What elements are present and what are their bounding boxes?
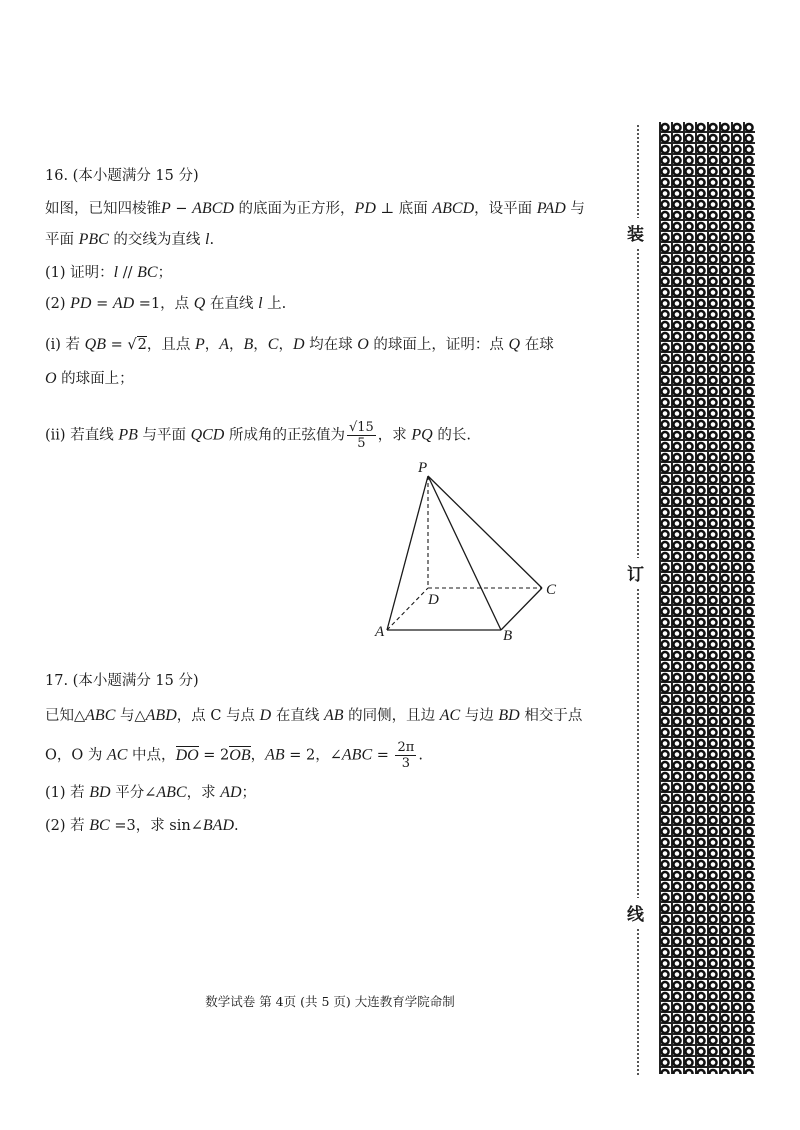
vector-OB: OB — [229, 746, 251, 764]
q17-heading: 17. (本小题满分 15 分) — [45, 673, 199, 689]
q17-stem-line1: 已知△ABC 与△ABD，点 C 与点 D 在直线 AB 的同侧，且边 AC 与边 BD 相交于点 — [45, 707, 583, 724]
q17-part2: (2) 若 BC =3，求 sin∠BAD. — [45, 817, 239, 834]
security-pattern-strip — [659, 122, 755, 1074]
q16-part2-i: (ⅰ) 若 QB = √2，且点 P，A，B，C，D 均在球 O 的球面上，证明：点 Q 在球 — [45, 336, 554, 353]
angle-fraction: $\frac{2\pi}{3}$ — [397, 740, 415, 771]
edge-BC — [501, 588, 542, 630]
binding-char-zhuang: 装 — [627, 218, 644, 247]
q17-stem-line2: O，O 为 AC 中点，DO = 2OB，AB = 2，∠ABC = $\frac{2\pi}{3}$ . — [45, 740, 423, 771]
q16-stem-line1: 如图，已知四棱锥P − ABCD 的底面为正方形，PD ⊥ 底面 ABCD，设平面 PAD 与 — [45, 200, 585, 217]
q16-stem-line2: 平面 PBC 的交线为直线 l. — [45, 231, 215, 248]
edge-PA — [387, 476, 428, 630]
q16-part2-ii: (ⅱ) 若直线 PB 与平面 QCD 所成角的正弦值为 $\frac{√15}{5}$ ，求 PQ 的长. — [45, 420, 471, 451]
q16-part1: (1) 证明：l // BC； — [45, 264, 173, 281]
binding-char-xian: 线 — [627, 898, 644, 927]
label-A: A — [375, 624, 385, 640]
edge-PC — [428, 476, 542, 588]
label-D: D — [428, 592, 439, 608]
edge-PB — [428, 476, 501, 630]
binding-dotted-line — [637, 125, 639, 1075]
binding-char-ding: 订 — [627, 558, 644, 587]
pyramid-figure — [370, 458, 570, 643]
page-footer: 数学试卷 第 4页 (共 5 页) 大连教育学院命制 — [205, 994, 455, 1009]
q17-part1: (1) 若 BD 平分∠ABC，求 AD； — [45, 784, 257, 801]
sine-fraction: $\frac{√15}{5}$ — [348, 420, 374, 451]
q16-part2-i-cont: O 的球面上； — [45, 370, 134, 387]
label-B: B — [503, 628, 513, 643]
vector-DO: DO — [175, 746, 199, 764]
q16-heading: 16. (本小题满分 15 分) — [45, 168, 199, 184]
q16-part2: (2) PD = AD =1，点 Q 在直线 l 上. — [45, 295, 287, 312]
label-P: P — [418, 460, 428, 476]
label-C: C — [546, 582, 557, 598]
